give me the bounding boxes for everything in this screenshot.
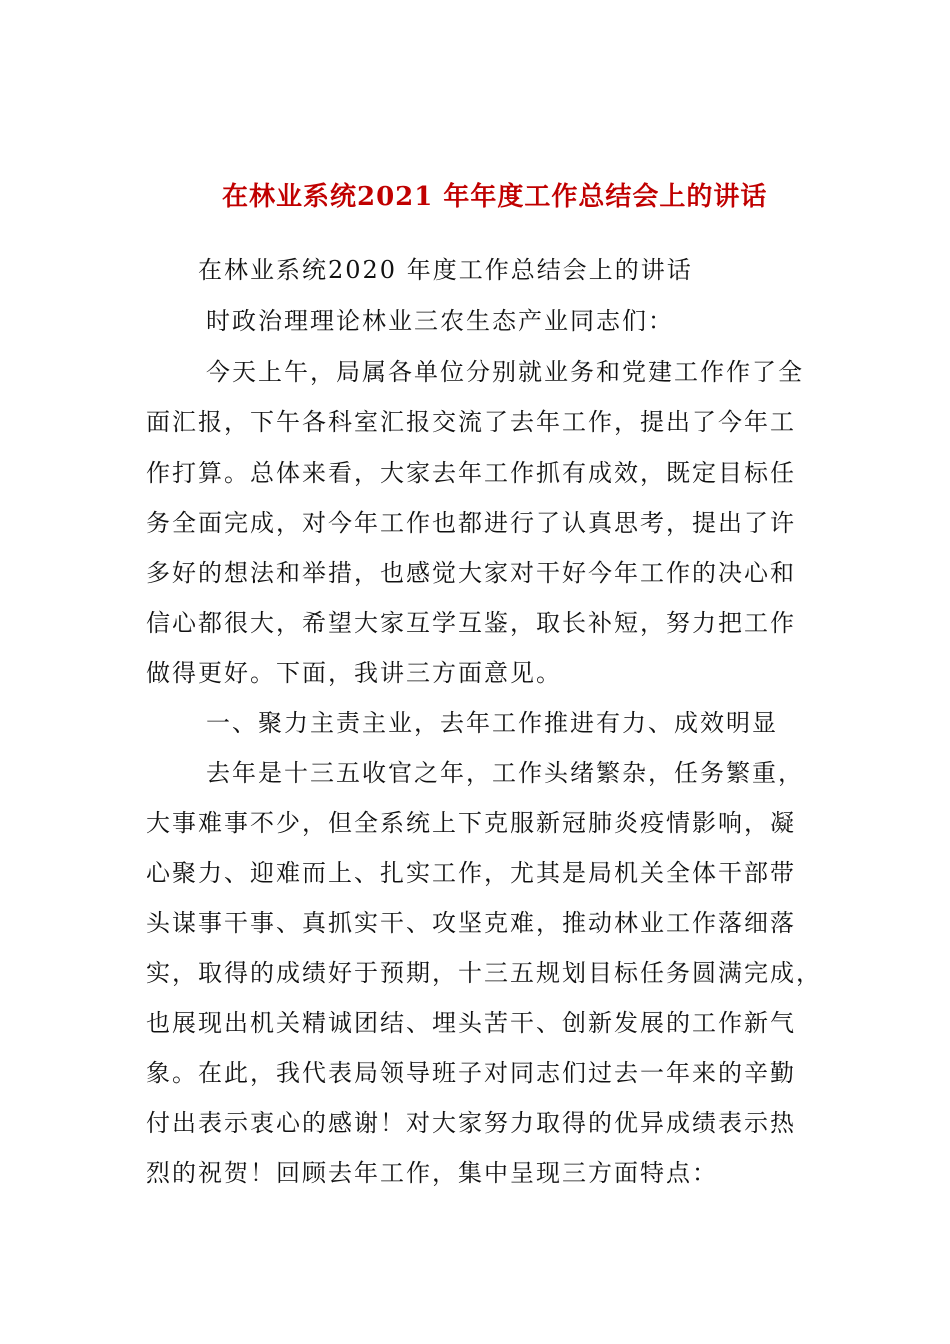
- paragraph-line: 也展现出机关精诚团结、埋头苦干、创新发展的工作新气: [146, 1009, 796, 1037]
- paragraph-line: 象。在此，我代表局领导班子对同志们过去一年来的辛勤: [146, 1059, 796, 1087]
- paragraph-line: 面汇报，下午各科室汇报交流了去年工作，提出了今年工: [146, 408, 796, 436]
- paragraph-line: 实，取得的成绩好于预期，十三五规划目标任务圆满完成，: [146, 959, 822, 987]
- paragraph-line: 今天上午，局属各单位分别就业务和党建工作作了全: [206, 358, 804, 386]
- tags-line: 时政治理理论林业三农生态产业同志们：: [206, 307, 674, 335]
- paragraph-line: 务全面完成，对今年工作也都进行了认真思考，提出了许: [146, 509, 796, 537]
- paragraph-line: 心聚力、迎难而上、扎实工作，尤其是局机关全体干部带: [146, 859, 796, 887]
- paragraph-line: 做得更好。下面，我讲三方面意见。: [146, 659, 562, 687]
- document-title: 在林业系统2021 年年度工作总结会上的讲话: [222, 182, 768, 212]
- paragraph-line: 作打算。总体来看，大家去年工作抓有成效，既定目标任: [146, 459, 796, 487]
- paragraph-line: 去年是十三五收官之年，工作头绪繁杂，任务繁重，: [206, 759, 804, 787]
- paragraph-line: 头谋事干事、真抓实干、攻坚克难，推动林业工作落细落: [146, 909, 796, 937]
- subtitle-line: 在林业系统2020 年度工作总结会上的讲话: [198, 256, 693, 284]
- paragraph-line: 多好的想法和举措，也感觉大家对干好今年工作的决心和: [146, 559, 796, 587]
- paragraph-line: 大事难事不少，但全系统上下克服新冠肺炎疫情影响，凝: [146, 809, 796, 837]
- paragraph-line: 信心都很大，希望大家互学互鉴，取长补短，努力把工作: [146, 609, 796, 637]
- paragraph-line: 付出表示衷心的感谢！对大家努力取得的优异成绩表示热: [146, 1109, 796, 1137]
- paragraph-line: 烈的祝贺！回顾去年工作，集中呈现三方面特点：: [146, 1159, 718, 1187]
- section-heading: 一、聚力主责主业，去年工作推进有力、成效明显: [206, 709, 778, 737]
